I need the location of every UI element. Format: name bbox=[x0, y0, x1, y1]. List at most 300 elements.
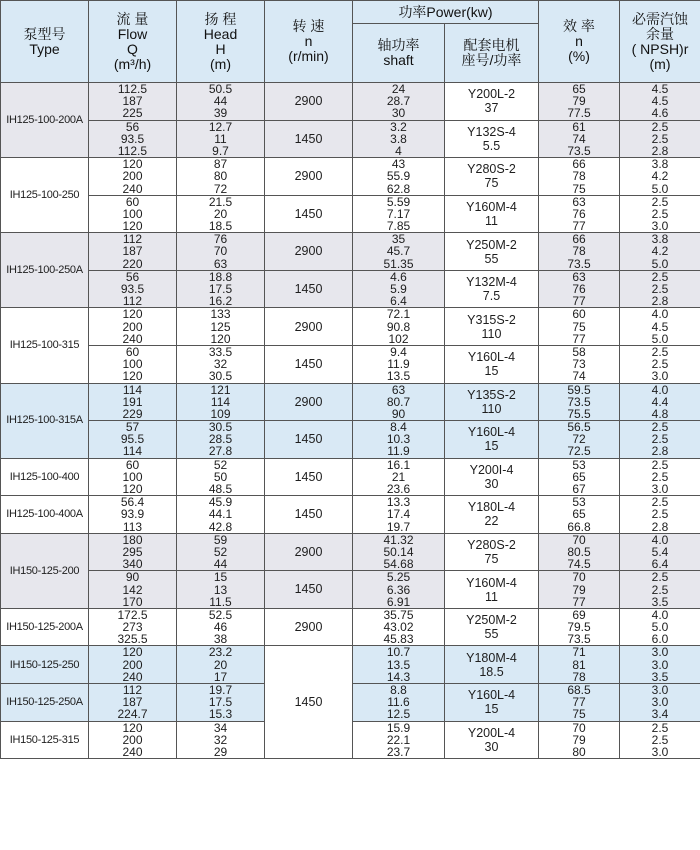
motor-cell-value: 75 bbox=[484, 176, 499, 191]
head-cell-value: 32 bbox=[213, 732, 228, 747]
head-cell-value: 20 bbox=[213, 206, 228, 221]
shaft-power-cell-value: 80.7 bbox=[386, 394, 411, 409]
shaft-power-cell-value: 35.75 bbox=[383, 608, 414, 622]
head-cell bbox=[177, 608, 265, 646]
efficiency-cell bbox=[539, 646, 620, 684]
head-cell bbox=[177, 721, 265, 759]
flow-cell bbox=[89, 458, 177, 496]
table-row bbox=[1, 533, 700, 571]
motor-cell-value: Y250M-2 bbox=[466, 613, 517, 628]
efficiency-cell-value: 73.5 bbox=[567, 256, 591, 271]
npsh-cell-value: 2.5 bbox=[651, 570, 669, 585]
npsh-cell-value: 3.0 bbox=[651, 482, 669, 496]
efficiency-cell bbox=[539, 83, 620, 121]
pump-type-cell: IH150-125-250A bbox=[1, 684, 89, 722]
motor-cell-value: 110 bbox=[481, 326, 502, 341]
motor-cell-value: Y280S-2 bbox=[467, 538, 516, 553]
shaft-power-cell bbox=[353, 383, 445, 421]
table-row bbox=[1, 308, 700, 346]
head-cell-value: 76 bbox=[213, 232, 228, 247]
flow-cell-value: 112.5 bbox=[117, 143, 148, 158]
flow-cell bbox=[89, 195, 177, 233]
shaft-power-cell bbox=[353, 158, 445, 196]
npsh-cell-value: 2.8 bbox=[651, 294, 669, 308]
table-row bbox=[1, 496, 700, 534]
motor-cell bbox=[445, 421, 539, 459]
pump-type-cell: IH125-100-200A bbox=[1, 83, 89, 158]
motor-cell bbox=[445, 383, 539, 421]
shaft-power-cell-value: 72.1 bbox=[386, 307, 411, 322]
shaft-power-cell-value: 102 bbox=[388, 331, 409, 346]
shaft-power-cell bbox=[353, 496, 445, 534]
speed-cell: 2900 bbox=[265, 83, 353, 121]
speed-cell: 1450 bbox=[265, 120, 353, 158]
efficiency-cell-value: 77 bbox=[572, 219, 586, 233]
flow-cell bbox=[89, 308, 177, 346]
flow-cell bbox=[89, 120, 177, 158]
npsh-cell-value: 4.6 bbox=[651, 106, 669, 121]
shaft-power-cell-value: 45.7 bbox=[386, 244, 411, 259]
efficiency-cell-value: 77 bbox=[572, 331, 586, 346]
motor-cell-value: Y200L-2 bbox=[467, 87, 516, 102]
efficiency-cell-value: 56.5 bbox=[567, 420, 591, 435]
head-cell-value: 44.1 bbox=[208, 507, 233, 522]
shaft-power-cell-value: 90.8 bbox=[386, 319, 411, 334]
head-cell bbox=[177, 83, 265, 121]
motor-cell-value: Y135S-2 bbox=[467, 387, 516, 402]
npsh-cell-value: 3.0 bbox=[651, 695, 669, 710]
speed-cell: 1450 bbox=[265, 458, 353, 496]
flow-cell-value: 240 bbox=[122, 744, 143, 759]
speed-cell: 2900 bbox=[265, 383, 353, 421]
motor-cell bbox=[445, 458, 539, 496]
shaft-power-cell-value: 11.6 bbox=[387, 695, 410, 710]
shaft-power-cell-value: 16.1 bbox=[386, 458, 411, 472]
flow-cell-value: 112 bbox=[122, 294, 143, 308]
npsh-cell bbox=[620, 571, 700, 609]
npsh-cell bbox=[620, 383, 700, 421]
head-cell bbox=[177, 458, 265, 496]
shaft-power-cell bbox=[353, 195, 445, 233]
npsh-cell-value: 3.8 bbox=[651, 157, 669, 172]
pump-type-cell: IH150-125-250 bbox=[1, 646, 89, 684]
motor-cell bbox=[445, 608, 539, 646]
shaft-power-cell bbox=[353, 684, 445, 722]
flow-cell-value: 120 bbox=[122, 157, 143, 172]
shaft-power-cell-value: 3.2 bbox=[390, 120, 407, 134]
efficiency-cell-value: 78 bbox=[572, 244, 586, 259]
speed-cell: 2900 bbox=[265, 608, 353, 646]
motor-cell-value: 11 bbox=[485, 213, 498, 228]
efficiency-cell-value: 70 bbox=[572, 721, 586, 735]
shaft-power-cell bbox=[353, 120, 445, 158]
shaft-power-cell-value: 7.17 bbox=[386, 206, 411, 221]
motor-cell-value: Y180L-4 bbox=[467, 500, 516, 515]
head-cell-value: 32 bbox=[213, 357, 228, 372]
shaft-power-cell-value: 19.7 bbox=[386, 519, 411, 534]
efficiency-cell-value: 70 bbox=[572, 533, 586, 547]
motor-cell-value: Y160M-4 bbox=[466, 199, 517, 214]
npsh-cell-value: 2.5 bbox=[651, 469, 669, 484]
flow-cell bbox=[89, 421, 177, 459]
shaft-power-cell-value: 10.3 bbox=[386, 432, 411, 447]
head-cell-value: 50.5 bbox=[208, 82, 233, 96]
flow-cell-value: 180 bbox=[122, 533, 143, 547]
head-cell-value: 18.5 bbox=[208, 219, 233, 233]
efficiency-cell-value: 53 bbox=[572, 495, 586, 510]
efficiency-cell-value: 72 bbox=[572, 432, 586, 447]
flow-cell-value: 100 bbox=[122, 469, 143, 484]
pump-type-cell: IH125-100-315 bbox=[1, 308, 89, 383]
efficiency-cell-value: 78 bbox=[572, 169, 586, 184]
shaft-power-cell-value: 14.3 bbox=[386, 669, 411, 684]
shaft-power-cell bbox=[353, 308, 445, 346]
motor-cell bbox=[445, 308, 539, 346]
speed-cell: 1450 bbox=[265, 195, 353, 233]
table-row bbox=[1, 383, 700, 421]
efficiency-cell-value: 70 bbox=[572, 570, 586, 585]
head-cell-value: 13 bbox=[213, 582, 228, 597]
npsh-cell bbox=[620, 83, 700, 121]
head-cell-value: 27.8 bbox=[208, 444, 233, 459]
shaft-power-cell-value: 11.9 bbox=[387, 444, 410, 459]
efficiency-cell-value: 68.5 bbox=[567, 683, 591, 697]
efficiency-cell-value: 77 bbox=[572, 294, 586, 308]
npsh-cell-value: 2.5 bbox=[651, 357, 669, 372]
motor-cell-value: Y160L-4 bbox=[467, 688, 516, 703]
npsh-cell-value: 2.5 bbox=[651, 495, 669, 510]
flow-cell bbox=[89, 83, 177, 121]
shaft-power-cell-value: 8.4 bbox=[390, 420, 407, 435]
motor-cell-value: 55 bbox=[484, 627, 499, 642]
efficiency-cell-value: 76 bbox=[572, 206, 586, 221]
npsh-cell-value: 2.5 bbox=[651, 507, 669, 522]
spec-table-body bbox=[1, 83, 700, 759]
head-cell-value: 133 bbox=[210, 307, 231, 322]
motor-cell-value: 55 bbox=[484, 251, 499, 266]
shaft-power-cell-value: 54.68 bbox=[383, 557, 414, 571]
head-cell-value: 21.5 bbox=[208, 195, 233, 209]
shaft-power-cell-value: 35 bbox=[391, 232, 406, 247]
motor-cell-value: Y280S-2 bbox=[467, 162, 516, 177]
shaft-power-cell bbox=[353, 608, 445, 646]
flow-cell-value: 340 bbox=[122, 557, 143, 571]
shaft-power-cell-value: 43.02 bbox=[383, 620, 414, 635]
shaft-power-cell-value: 55.9 bbox=[386, 169, 411, 184]
shaft-power-cell-value: 6.36 bbox=[386, 582, 411, 597]
head-cell-value: 72 bbox=[213, 181, 228, 196]
motor-cell-value: 30 bbox=[484, 476, 499, 491]
motor-cell-value: Y160L-4 bbox=[467, 350, 516, 365]
flow-cell-value: 200 bbox=[122, 657, 143, 672]
head-cell-value: 114 bbox=[210, 394, 231, 409]
npsh-cell bbox=[620, 721, 700, 759]
flow-cell-value: 112 bbox=[122, 683, 143, 697]
npsh-cell-value: 4.0 bbox=[651, 608, 669, 622]
npsh-cell-value: 2.5 bbox=[651, 282, 669, 296]
motor-cell-value: Y180M-4 bbox=[466, 650, 517, 665]
pump-type-cell: IH125-100-250A bbox=[1, 233, 89, 308]
shaft-power-cell-value: 43 bbox=[391, 157, 406, 172]
npsh-cell-value: 6.0 bbox=[651, 632, 669, 646]
shaft-power-cell-value: 45.83 bbox=[383, 632, 414, 646]
head-cell bbox=[177, 158, 265, 196]
efficiency-cell-value: 80 bbox=[572, 744, 586, 759]
head-cell bbox=[177, 421, 265, 459]
npsh-cell bbox=[620, 270, 700, 308]
head-cell-value: 59 bbox=[213, 533, 228, 547]
flow-cell-value: 56 bbox=[125, 120, 140, 134]
efficiency-cell-value: 73.5 bbox=[567, 632, 591, 646]
flow-cell bbox=[89, 345, 177, 383]
motor-cell-value: Y200L-4 bbox=[467, 725, 516, 740]
shaft-power-cell-value: 11.9 bbox=[387, 357, 410, 372]
npsh-cell bbox=[620, 608, 700, 646]
head-cell bbox=[177, 571, 265, 609]
col-motor-header: 配套电机 座号/功率 bbox=[445, 24, 539, 83]
flow-cell-value: 220 bbox=[122, 256, 143, 271]
npsh-cell-value: 4.5 bbox=[651, 319, 669, 334]
efficiency-cell-value: 73.5 bbox=[567, 143, 591, 158]
npsh-cell-value: 3.0 bbox=[651, 657, 669, 672]
head-cell-value: 11 bbox=[214, 131, 227, 146]
efficiency-cell-value: 61 bbox=[572, 120, 586, 134]
motor-cell-value: 22 bbox=[484, 514, 499, 529]
flow-cell-value: 187 bbox=[122, 244, 143, 259]
npsh-cell bbox=[620, 345, 700, 383]
head-cell bbox=[177, 308, 265, 346]
head-cell-value: 30.5 bbox=[208, 369, 233, 383]
table-row bbox=[1, 458, 700, 496]
speed-cell: 1450 bbox=[265, 571, 353, 609]
npsh-cell bbox=[620, 158, 700, 196]
flow-cell-value: 114 bbox=[122, 444, 143, 459]
motor-cell bbox=[445, 120, 539, 158]
npsh-cell bbox=[620, 684, 700, 722]
efficiency-cell-value: 60 bbox=[572, 307, 586, 322]
efficiency-cell-value: 79 bbox=[572, 582, 586, 597]
col-power-header: 功率Power(kw) bbox=[353, 1, 539, 24]
efficiency-cell-value: 79.5 bbox=[567, 620, 591, 635]
table-row bbox=[1, 270, 700, 308]
flow-cell-value: 273 bbox=[122, 620, 143, 635]
npsh-cell-value: 2.5 bbox=[651, 195, 669, 209]
flow-cell-value: 295 bbox=[122, 544, 143, 559]
pump-type-cell: IH125-100-315A bbox=[1, 383, 89, 458]
motor-cell-value: Y200I-4 bbox=[469, 462, 514, 477]
head-cell-value: 52.5 bbox=[208, 608, 233, 622]
npsh-cell-value: 4.8 bbox=[651, 406, 669, 421]
motor-cell-value: Y160M-4 bbox=[466, 575, 517, 590]
pump-type-cell: IH150-125-200 bbox=[1, 533, 89, 608]
shaft-power-cell-value: 6.91 bbox=[386, 594, 411, 609]
npsh-cell bbox=[620, 458, 700, 496]
head-cell-value: 125 bbox=[210, 319, 231, 334]
motor-cell-value: 5.5 bbox=[482, 138, 501, 153]
npsh-cell-value: 5.0 bbox=[651, 256, 669, 271]
speed-cell: 1450 bbox=[265, 496, 353, 534]
npsh-cell-value: 5.0 bbox=[651, 181, 669, 196]
shaft-power-cell-value: 13.5 bbox=[386, 657, 411, 672]
motor-cell-value: Y160L-4 bbox=[467, 425, 516, 440]
motor-cell-value: 75 bbox=[484, 552, 499, 567]
shaft-power-cell-value: 30 bbox=[391, 106, 406, 121]
shaft-power-cell bbox=[353, 421, 445, 459]
efficiency-cell bbox=[539, 270, 620, 308]
shaft-power-cell-value: 22.1 bbox=[386, 732, 411, 747]
speed-cell: 1450 bbox=[265, 270, 353, 308]
npsh-cell-value: 5.4 bbox=[651, 544, 669, 559]
efficiency-cell bbox=[539, 158, 620, 196]
head-cell bbox=[177, 195, 265, 233]
pump-type-cell: IH125-100-400A bbox=[1, 496, 89, 534]
npsh-cell-value: 2.5 bbox=[651, 131, 669, 146]
flow-cell-value: 112 bbox=[122, 232, 143, 247]
npsh-cell-value: 4.0 bbox=[651, 533, 669, 547]
efficiency-cell-value: 67 bbox=[572, 482, 586, 496]
efficiency-cell-value: 71 bbox=[572, 645, 586, 660]
flow-cell-value: 60 bbox=[125, 195, 140, 209]
npsh-cell-value: 4.4 bbox=[651, 394, 669, 409]
shaft-power-cell-value: 90 bbox=[391, 406, 406, 421]
flow-cell bbox=[89, 608, 177, 646]
table-row bbox=[1, 421, 700, 459]
shaft-power-cell-value: 3.8 bbox=[390, 131, 407, 146]
flow-cell-value: 224.7 bbox=[117, 707, 148, 722]
flow-cell-value: 225 bbox=[122, 106, 143, 121]
shaft-power-cell-value: 10.7 bbox=[386, 645, 411, 660]
flow-cell bbox=[89, 571, 177, 609]
flow-cell-value: 100 bbox=[122, 357, 143, 372]
head-cell-value: 87 bbox=[213, 157, 228, 172]
head-cell-value: 38 bbox=[213, 632, 228, 646]
shaft-power-cell-value: 5.59 bbox=[386, 195, 411, 209]
speed-cell: 2900 bbox=[265, 308, 353, 346]
efficiency-cell-value: 69 bbox=[572, 608, 586, 622]
motor-cell bbox=[445, 571, 539, 609]
efficiency-cell-value: 73.5 bbox=[567, 394, 591, 409]
motor-cell bbox=[445, 646, 539, 684]
flow-cell-value: 120 bbox=[122, 721, 143, 735]
head-cell-value: 15 bbox=[213, 570, 228, 585]
npsh-cell-value: 3.8 bbox=[651, 232, 669, 247]
npsh-cell-value: 2.8 bbox=[651, 444, 669, 459]
head-cell bbox=[177, 646, 265, 684]
head-cell-value: 70 bbox=[213, 244, 228, 259]
motor-cell-value: Y132S-4 bbox=[467, 124, 516, 139]
motor-cell bbox=[445, 83, 539, 121]
npsh-cell-value: 3.0 bbox=[651, 683, 669, 697]
motor-cell-value: 15 bbox=[484, 364, 499, 379]
shaft-power-cell-value: 21 bbox=[391, 469, 406, 484]
head-cell-value: 16.2 bbox=[208, 294, 233, 308]
efficiency-cell-value: 66 bbox=[572, 232, 586, 247]
flow-cell-value: 60 bbox=[125, 345, 140, 359]
pump-type-cell: IH150-125-200A bbox=[1, 608, 89, 646]
npsh-cell-value: 2.8 bbox=[651, 143, 669, 158]
motor-cell bbox=[445, 233, 539, 271]
head-cell-value: 63 bbox=[213, 256, 228, 271]
efficiency-cell-value: 77.5 bbox=[567, 106, 591, 121]
motor-cell-value: 7.5 bbox=[482, 289, 501, 304]
col-efficiency-header: 效 率 n (%) bbox=[539, 1, 620, 83]
npsh-cell bbox=[620, 533, 700, 571]
shaft-power-cell-value: 7.85 bbox=[386, 219, 411, 233]
shaft-power-cell bbox=[353, 721, 445, 759]
npsh-cell-value: 2.5 bbox=[651, 458, 669, 472]
efficiency-cell-value: 79 bbox=[572, 732, 586, 747]
head-cell-value: 19.7 bbox=[208, 683, 233, 697]
npsh-cell-value: 2.5 bbox=[651, 120, 669, 134]
head-cell-value: 52 bbox=[213, 544, 228, 559]
npsh-cell-value: 4.5 bbox=[651, 82, 669, 96]
npsh-cell-value: 2.5 bbox=[651, 432, 669, 447]
flow-cell bbox=[89, 646, 177, 684]
head-cell-value: 34 bbox=[213, 721, 228, 735]
head-cell-value: 17.5 bbox=[208, 282, 233, 296]
npsh-cell bbox=[620, 421, 700, 459]
flow-cell bbox=[89, 270, 177, 308]
table-row bbox=[1, 233, 700, 271]
col-head-header: 扬 程 Head H (m) bbox=[177, 1, 265, 83]
npsh-cell-value: 2.5 bbox=[651, 420, 669, 435]
shaft-power-cell-value: 63 bbox=[391, 383, 406, 397]
flow-cell-value: 229 bbox=[122, 406, 143, 421]
motor-cell bbox=[445, 345, 539, 383]
flow-cell-value: 325.5 bbox=[117, 632, 148, 646]
efficiency-cell-value: 75 bbox=[572, 707, 586, 722]
table-row bbox=[1, 120, 700, 158]
npsh-cell-value: 3.0 bbox=[651, 219, 669, 233]
head-cell-value: 44 bbox=[213, 94, 228, 109]
npsh-cell-value: 4.2 bbox=[651, 169, 669, 184]
head-cell bbox=[177, 233, 265, 271]
head-cell bbox=[177, 345, 265, 383]
table-row bbox=[1, 571, 700, 609]
head-cell-value: 80 bbox=[213, 169, 228, 184]
flow-cell bbox=[89, 158, 177, 196]
efficiency-cell-value: 79 bbox=[572, 94, 586, 109]
efficiency-cell-value: 78 bbox=[572, 669, 586, 684]
npsh-cell-value: 2.5 bbox=[651, 721, 669, 735]
shaft-power-cell bbox=[353, 646, 445, 684]
flow-cell-value: 187 bbox=[122, 695, 143, 710]
flow-cell bbox=[89, 684, 177, 722]
head-cell-value: 109 bbox=[210, 406, 231, 421]
motor-cell-value: Y315S-2 bbox=[467, 312, 516, 327]
efficiency-cell bbox=[539, 533, 620, 571]
efficiency-cell-value: 74 bbox=[572, 131, 586, 146]
flow-cell-value: 240 bbox=[122, 669, 143, 684]
npsh-cell-value: 3.0 bbox=[651, 744, 669, 759]
efficiency-cell bbox=[539, 308, 620, 346]
pump-type-cell: IH125-100-250 bbox=[1, 158, 89, 233]
efficiency-cell-value: 77 bbox=[572, 594, 586, 609]
npsh-cell-value: 2.5 bbox=[651, 345, 669, 359]
efficiency-cell-value: 65 bbox=[572, 507, 586, 522]
speed-cell: 2900 bbox=[265, 158, 353, 196]
shaft-power-cell-value: 4.6 bbox=[390, 270, 407, 284]
head-cell-value: 30.5 bbox=[208, 420, 233, 435]
head-cell-value: 44 bbox=[213, 557, 228, 571]
head-cell-value: 18.8 bbox=[208, 270, 233, 284]
col-type-header: 泵型号 Type bbox=[1, 1, 89, 83]
shaft-power-cell-value: 6.4 bbox=[390, 294, 407, 308]
head-cell-value: 48.5 bbox=[208, 482, 233, 496]
flow-cell-value: 120 bbox=[122, 369, 143, 383]
motor-cell-value: 18.5 bbox=[479, 664, 504, 679]
npsh-cell-value: 2.8 bbox=[651, 519, 669, 534]
